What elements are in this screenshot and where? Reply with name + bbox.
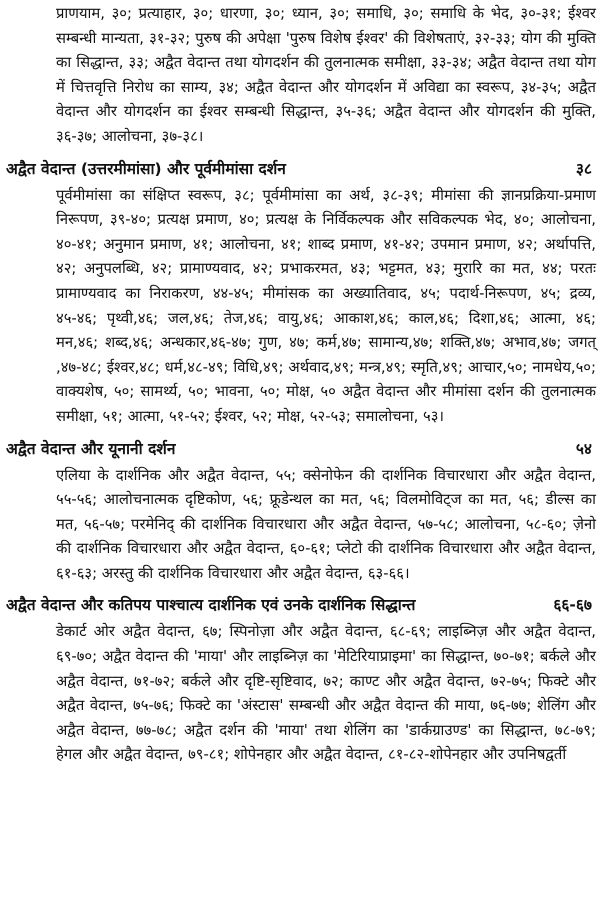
section-body-greek: एलिया के दार्शनिक और अद्वैत वेदान्त, ५५; क्सेनोफेन की दार्शनिक विचारधारा और अद्वैत वेदान्त, ५५-५६; आलोचनात्मक दृष्टिकोण, ५६; फ्रूडेन्थल का मत, ५६; विलमोविट्ज का मत, ५६; डील्स का मत, ५६-५७; परमेनिद् की दार्शनिक विचारधारा और अद्वैत वेदान्त, ५७-५८; आलोचना, ५८-६०; ज़ेनो की दार्शनिक विचारधारा और अद्वैत वेदान्त, ६०-६१; प्लेटो की दार्शनिक विचारधारा और अद्वैत वेदान्त, ६१-६३; अरस्तु की दार्शनिक विचारधारा और अद्वैत वेदान्त, ६३-६६। bbox=[56, 466, 596, 582]
section-title: अद्वैत वेदान्त (उत्तरमीमांसा) और पूर्वमीमांसा दर्शन bbox=[6, 159, 286, 178]
section-heading-purvamimamsa bbox=[6, 156, 596, 182]
section-page-number: ३८ bbox=[575, 159, 592, 178]
section-body-purvamimamsa: पूर्वमीमांसा का संक्षिप्त स्वरूप, ३८; पूर्वमीमांसा का अर्थ, ३८-३९; मीमांसा की ज्ञानप्रक्रिया-प्रमाण निरूपण, ३९-४०; प्रत्यक्ष प्रमाण, ४०; प्रत्यक्ष के निर्विकल्पक और सविकल्पक भेद, ४०; आलोचना, ४०-४१; अनुमान प्रमाण, ४१; आलोचना, ४१; शाब्द प्रमाण, ४१-४२; उपमान प्रमाण, ४२; अर्थापत्ति, ४२; अनुपलब्धि, ४२; प्रामाण्यवाद, ४२; प्रभाकरमत, ४३; भट्टमत, ४३; मुरारि का मत, ४४; परतः प्रामाण्यवाद का निराकरण, ४४-४५; मीमांसक का अख्यातिवाद, ४५; पदार्थ-निरूपण, ४५; द्रव्य, ४५-४६; पृथ्वी,४६; जल,४६; तेज,४६; वायु,४६; आकाश,४६; काल,४६; दिशा,४६; आत्मा, ४६; मन,४६; शब्द,४६; अन्धकार,४६-४७; गुण, ४७; कर्म,४७; सामान्य,४७; शक्ति,४७; अभाव,४७; जगत् ,४७-४८; ईश्वर,४८; धर्म,४८-४९; विधि,४९; अर्थवाद,४९; मन्त्र,४९; स्मृति,४९; आचार,५०; नामधेय,५०; वाक्यशेष, ५०; सामर्थ्य, ५०; भावना, ५०; मोक्ष, ५० अद्वैत वेदान्त और मीमांसा दर्शन की तुलनात्मक समीक्षा, ५१; आत्मा, ५१-५२; ईश्वर, ५२; मोक्ष, ५२-५३; समालोचना, ५३। bbox=[56, 186, 596, 425]
section-body-western: डेकार्ट ओर अद्वैत वेदान्त, ६७; स्पिनोज़ा और अद्वैत वेदान्त, ६८-६९; लाइब्निज़ और अद्वैत वेदान्त, ६९-७०; अद्वैत वेदान्त की 'माया' और लाइब्निज़ का 'मेटिरियाप्राइमा' का सिद्धान्त, ७०-७१; बर्कले और अद्वैत वेदान्त, ७१-७२; बर्कले और दृष्टि-सृष्टिवाद, ७२; काण्ट और अद्वैत वेदान्त, ७२-७५; फिक्टे और अद्वैत वेदान्त, ७५-७६; फिक्टे का 'अंस्टास' सम्बन्धी और अद्वैत वेदान्त की माया, ७६-७७; शेलिंग और अद्वैत वेदान्त, ७७-७८; अद्वैत दर्शन की 'माया' तथा शेलिंग का 'डार्कग्राउण्ड' का सिद्धान्त, ७८-७९; हेगल और अद्वैत वेदान्त, ७९-८१; शोपेनहार और अद्वैत वेदान्त, ८१-८२-शोपेनहार और उपनिषद्वर्ती bbox=[56, 623, 596, 764]
section-title: अद्वैत वेदान्त और यूनानी दर्शन bbox=[6, 439, 176, 458]
lead-paragraph: प्राणयाम, ३०; प्रत्याहार, ३०; धारणा, ३०; ध्यान, ३०; समाधि, ३०; समाधि के भेद, ३०-३१; ईश्वर सम्बन्धी मान्यता, ३१-३२; पुरुष की अपेक्षा 'पुरुष विशेष ईश्वर' की विशेषताएं, ३२-३३; योग की मुक्ति का सिद्धान्त, ३३; अद्वैत वेदान्त तथा योगदर्शन की तुलनात्मक समीक्षा, ३३-३४; अद्वैत वेदान्त तथा योग में चित्तवृत्ति निरोध का साम्य, ३४; अद्वैत वेदान्त और योगदर्शन में अविद्या का स्वरूप, ३४-३५; अद्वैत वेदान्त और योगदर्शन का ईश्वर सम्बन्धी सिद्धान्त, ३५-३६; अद्वैत वेदान्त और योगदर्शन की मुक्ति, ३६-३७; आलोचना, ३७-३८। bbox=[56, 5, 596, 145]
section-heading-western bbox=[6, 592, 596, 618]
section-title: अद्वैत वेदान्त और कतिपय पाश्चात्य दार्शनिक एवं उनके दार्शनिक सिद्धान्त bbox=[6, 596, 416, 615]
section-heading-greek bbox=[6, 436, 596, 462]
section-page-number: ६६-६७ bbox=[553, 596, 592, 615]
section-page-number: ५४ bbox=[575, 439, 592, 458]
